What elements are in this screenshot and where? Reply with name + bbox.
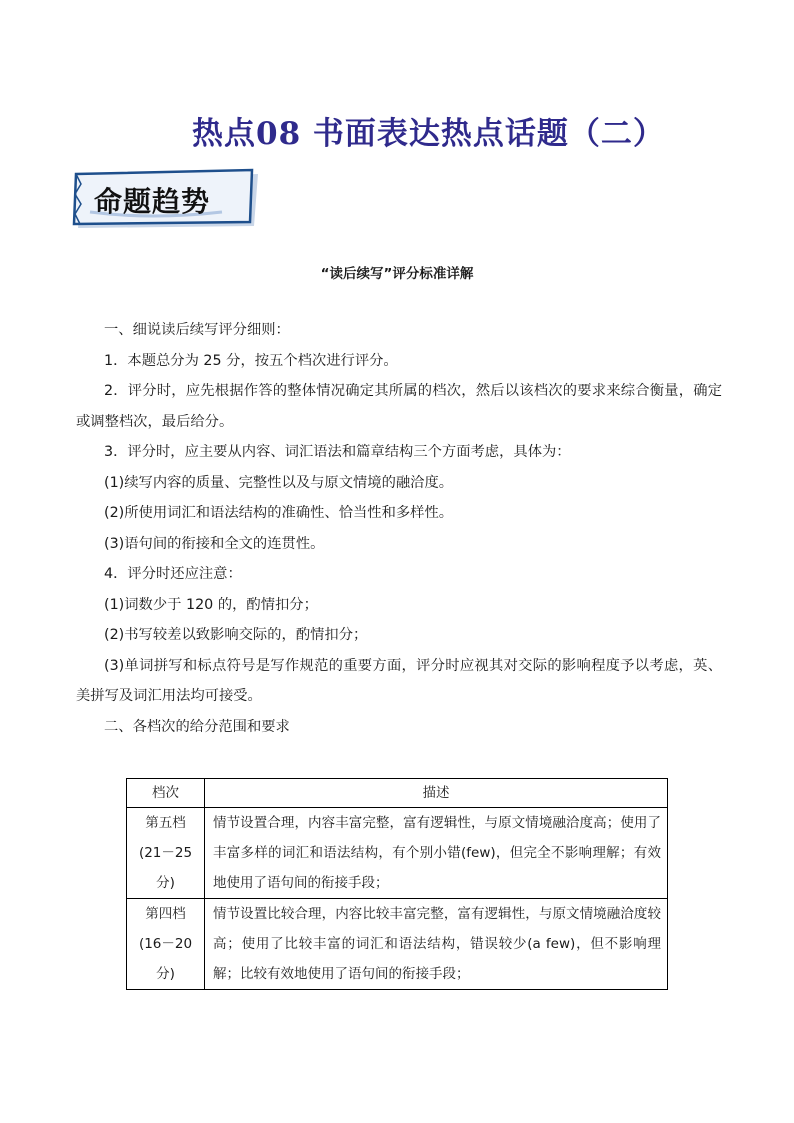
- scoring-table: [126, 778, 668, 990]
- body-text: [76, 315, 722, 742]
- level-unit: 分): [156, 875, 175, 891]
- level-cell: [127, 899, 205, 990]
- section-banner: [72, 168, 264, 230]
- table-row: [127, 899, 668, 990]
- level-name: 第四档: [145, 906, 186, 922]
- level-cell: [127, 808, 205, 899]
- page-title: 热点08 书面表达热点话题（二）: [192, 116, 665, 152]
- paragraph: (3)单词拼写和标点符号是写作规范的重要方面，评分时应视其对交际的影响程度予以考虑，英、美拼写及词汇用法均可接受。: [76, 657, 722, 704]
- column-header-description: 描述: [205, 779, 668, 808]
- description-cell: 情节设置合理，内容丰富完整，富有逻辑性，与原文情境融洽度高；使用了丰富多样的词汇和语法结构，有个别小错(few)，但完全不影响理解；有效地使用了语句间的衔接手段；: [205, 808, 668, 899]
- table-header-row: [127, 779, 668, 808]
- paragraph: 2．评分时，应先根据作答的整体情况确定其所属的档次，然后以该档次的要求来综合衡量，确定或调整档次，最后给分。: [76, 383, 722, 430]
- level-range: (16－20: [138, 936, 193, 952]
- level-range: (21－25: [138, 845, 193, 861]
- paragraph: (3)语句间的衔接和全文的连贯性。: [104, 535, 325, 552]
- paragraph: 一、细说读后续写评分细则：: [104, 322, 290, 338]
- section-heading: “读后续写”评分标准详解: [320, 266, 474, 282]
- column-header-level: 档次: [127, 779, 205, 808]
- level-name: 第五档: [145, 815, 186, 831]
- paragraph: 4．评分时还应注意：: [104, 566, 242, 582]
- description-cell: 情节设置比较合理，内容比较丰富完整，富有逻辑性，与原文情境融洽度较高；使用了比较丰富的词汇和语法结构，错误较少(a few)，但不影响理解；比较有效地使用了语句间的衔接手段；: [205, 899, 668, 990]
- paragraph: (1)续写内容的质量、完整性以及与原文情境的融洽度。: [104, 474, 454, 491]
- paragraph: 1．本题总分为 25 分，按五个档次进行评分。: [104, 352, 398, 369]
- table-row: [127, 808, 668, 899]
- paragraph: (2)书写较差以致影响交际的，酌情扣分；: [104, 627, 368, 643]
- banner-label: 命题趋势: [94, 185, 211, 218]
- level-unit: 分): [156, 966, 175, 982]
- paragraph: (1)词数少于 120 的，酌情扣分；: [104, 596, 318, 613]
- paragraph: 二、各档次的给分范围和要求: [104, 718, 290, 735]
- paragraph: (2)所使用词汇和语法结构的准确性、恰当性和多样性。: [104, 505, 454, 521]
- paragraph: 3．评分时，应主要从内容、词汇语法和篇章结构三个方面考虑，具体为：: [104, 444, 571, 460]
